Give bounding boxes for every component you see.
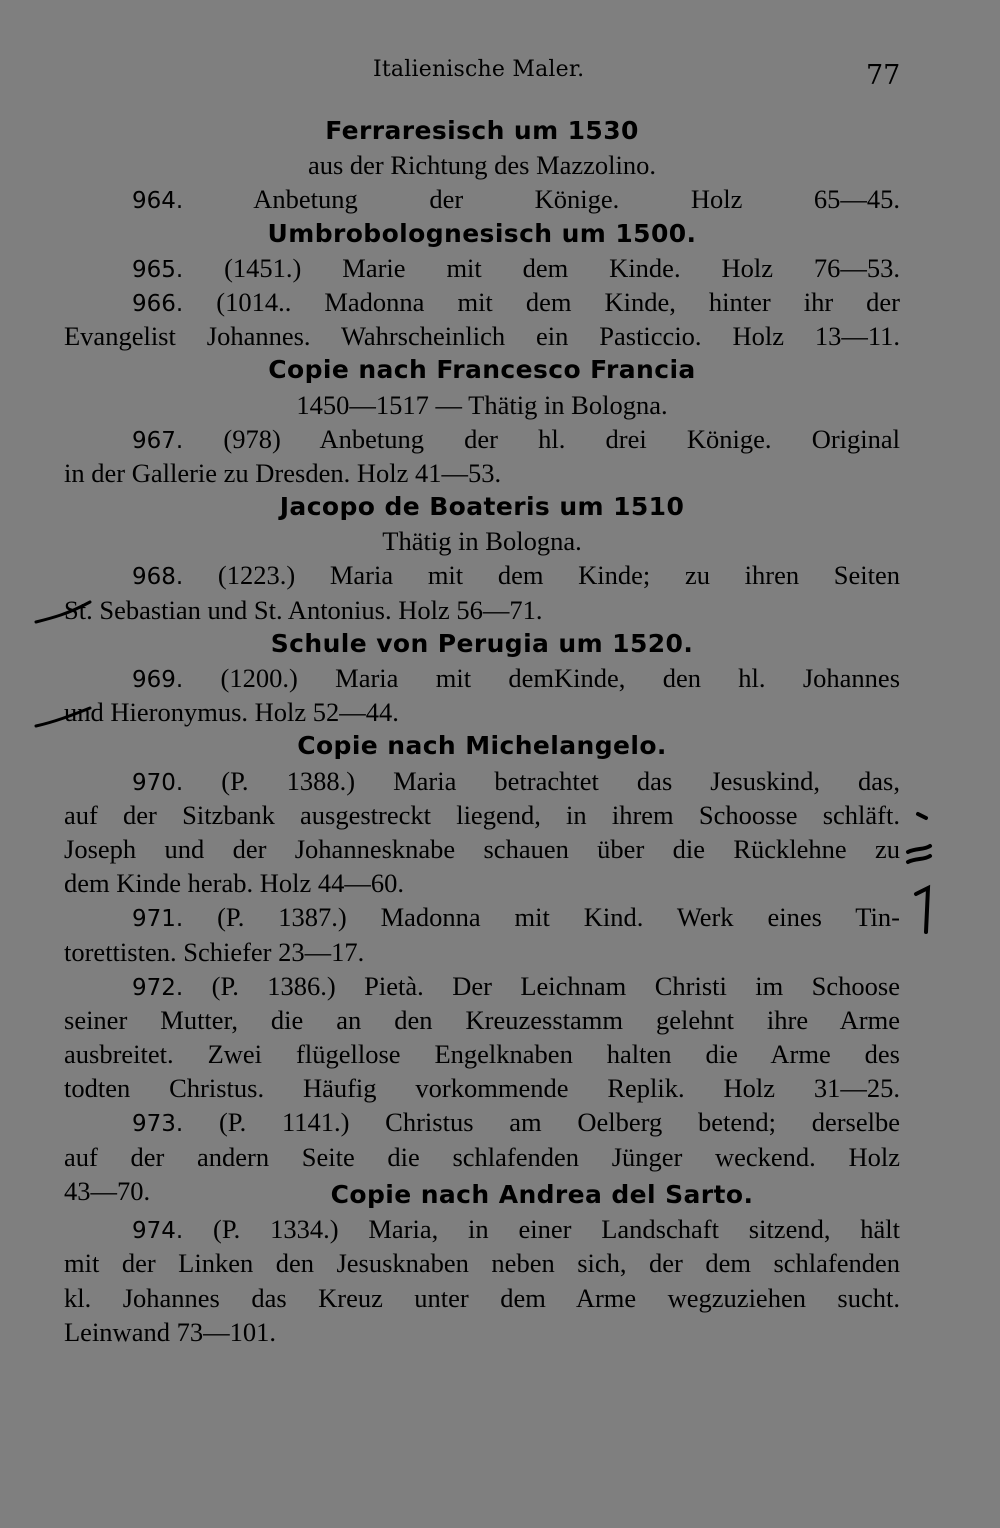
- entry-continuation: und Hieronymus. Holz 52—44.: [64, 697, 399, 728]
- catalog-entry: [64, 1105, 900, 1139]
- entry-continuation: Joseph und der Johannesknabe schauen über die Rücklehne zu: [64, 833, 900, 864]
- section-heading: Copie nach Andrea del Sarto.: [330, 1180, 754, 1209]
- section-heading: Copie nach Michelangelo.: [297, 731, 667, 761]
- entry-number: 967.: [132, 427, 184, 454]
- entry-continuation: St. Sebastian und St. Antonius. Holz 56—71.: [64, 594, 543, 625]
- entry-text: (P. 1388.) Maria betrachtet das Jesuskind, das,: [221, 765, 900, 796]
- entry-text: (1200.) Maria mit demKinde, den hl. Johannes: [220, 663, 901, 693]
- entry-text: (1223.) Maria mit dem Kinde; zu ihren Seiten: [217, 560, 900, 591]
- entry-number: 974.: [132, 1218, 184, 1245]
- entry-text: (P. 1386.) Pietà. Der Leichnam Christi im Schoose: [211, 970, 901, 1001]
- entry-continuation: ausbreitet. Zwei flügellose Engelknaben halten die Arme des: [64, 1039, 900, 1070]
- entry-text: (P. 1141.) Christus am Oelberg betend; derselbe: [218, 1107, 900, 1138]
- entry-continuation: 43—70.: [64, 1175, 151, 1206]
- catalog-entry: [64, 558, 900, 592]
- entry-number: 965.: [132, 256, 184, 283]
- catalog-entry: [64, 285, 900, 319]
- entry-continuation: todten Christus. Häufig vorkommende Replik. Holz 31—25.: [64, 1073, 900, 1104]
- entry-number: 972.: [132, 974, 184, 1001]
- section-heading: Umbrobolognesisch um 1500.: [267, 218, 697, 248]
- entry-continuation: Leinwand 73—101.: [64, 1316, 276, 1347]
- section-heading: Ferraresisch um 1530: [325, 116, 639, 145]
- entry-continuation: kl. Johannes das Kreuz unter dem Arme wegzuziehen sucht.: [64, 1282, 900, 1313]
- entry-continuation: seiner Mutter, die an den Kreuzesstamm gelehnt ihre Arme: [64, 1004, 900, 1035]
- entry-text: Anbetung der Könige. Holz 65—45.: [253, 184, 900, 215]
- entry-continuation: mit der Linken den Jesusknaben neben sich, der dem schlafenden: [64, 1248, 900, 1279]
- catalog-entry: [64, 251, 900, 285]
- catalog-entry: [64, 182, 900, 216]
- section-subheading: 1450—1517 — Thätig in Bologna.: [296, 389, 668, 420]
- entry-text: (978) Anbetung der hl. drei Könige. Original: [223, 423, 901, 454]
- catalog-entry: [64, 764, 900, 798]
- entry-text: (1451.) Marie mit dem Kinde. Holz 76—53.: [224, 252, 900, 283]
- section-subheading: aus der Richtung des Mazzolino.: [307, 150, 657, 181]
- catalog-entry: [64, 661, 900, 695]
- entry-number: 966.: [132, 290, 184, 317]
- entry-continuation: in der Gallerie zu Dresden. Holz 41—53.: [64, 457, 502, 488]
- section-heading: Jacopo de Boateris um 1510: [279, 492, 685, 522]
- catalog-entry: [64, 1212, 900, 1246]
- entry-continuation: torettisten. Schiefer 23—17.: [64, 936, 365, 967]
- pen-mark-970: [900, 808, 940, 938]
- entry-continuation: dem Kinde herab. Holz 44—60.: [64, 868, 404, 899]
- page-number: 77: [866, 60, 901, 91]
- entry-number: 969.: [132, 667, 184, 693]
- section-subheading: Thätig in Bologna.: [382, 526, 582, 557]
- entry-number: 970.: [132, 769, 184, 796]
- entry-continuation: Evangelist Johannes. Wahrscheinlich ein Pasticcio. Holz 13—11.: [64, 321, 900, 352]
- entry-text: (1014.. Madonna mit dem Kinde, hinter ihr der: [216, 286, 900, 317]
- catalog-entry: [64, 900, 900, 934]
- entry-text: (P. 1334.) Maria, in einer Landschaft sitzend, hält: [213, 1214, 900, 1245]
- entry-number: 973.: [132, 1111, 184, 1138]
- text-block: [64, 114, 900, 1349]
- entry-number: 968.: [132, 564, 184, 591]
- running-head: Italienische Maler.: [373, 57, 585, 82]
- entry-number: 964.: [132, 188, 184, 215]
- entry-continuation: auf der Sitzbank ausgestreckt liegend, in ihrem Schoosse schläft.: [64, 799, 900, 830]
- catalog-entry: [64, 422, 900, 456]
- entry-text: (P. 1387.) Madonna mit Kind. Werk eines Tin-: [217, 902, 900, 933]
- entry-continuation: auf der andern Seite die schlafenden Jünger weckend. Holz: [64, 1141, 900, 1172]
- entry-number: 971.: [132, 906, 184, 933]
- section-heading: Schule von Perugia um 1520.: [270, 628, 694, 658]
- catalog-entry: [64, 969, 900, 1003]
- section-heading: Copie nach Francesco Francia: [268, 355, 696, 385]
